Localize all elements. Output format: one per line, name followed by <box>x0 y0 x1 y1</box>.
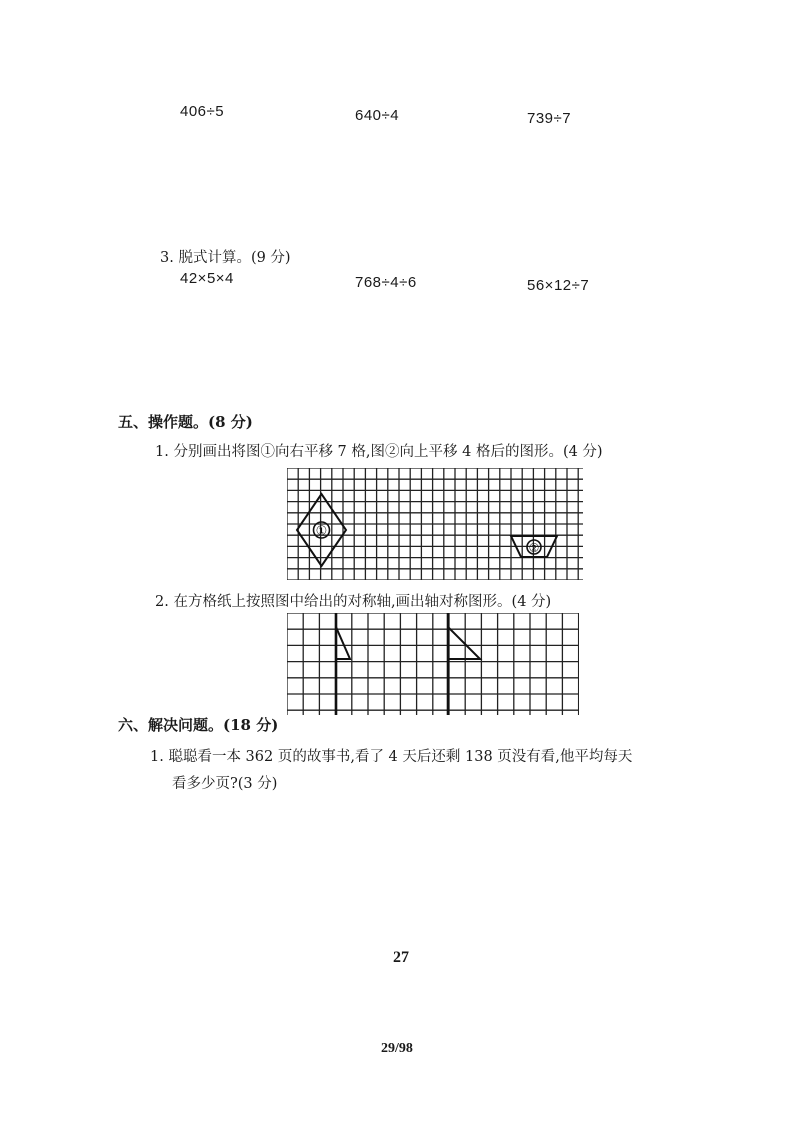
translation-grid-figure <box>287 468 583 580</box>
section5-heading: 五、操作题。(8 分) <box>118 413 253 431</box>
translation-grid-svg <box>287 468 583 580</box>
section6-q1-line2: 看多少页?(3 分) <box>172 776 278 792</box>
half-trapezoid <box>336 627 350 659</box>
section6-q1-line1: 1. 聪聪看一本 362 页的故事书,看了 4 天后还剩 138 页没有看,他平均每天 <box>150 749 633 765</box>
expr-640-div-4: 640÷4 <box>355 107 400 124</box>
section5-q2: 2. 在方格纸上按照图中给出的对称轴,画出轴对称图形。(4 分) <box>155 594 552 610</box>
symmetry-grid-svg <box>287 613 579 715</box>
symmetry-grid-figure <box>287 613 579 715</box>
expr-406-div-5: 406÷5 <box>180 103 225 120</box>
page-number: 27 <box>393 949 409 966</box>
section5-q1: 1. 分别画出将图①向右平移 7 格,图②向上平移 4 格后的图形。(4 分) <box>155 444 603 460</box>
expr-42x5x4: 42×5×4 <box>180 270 234 287</box>
section6-heading: 六、解决问题。(18 分) <box>118 716 279 734</box>
q3-heading: 3. 脱式计算。(9 分) <box>160 250 291 266</box>
expr-56x12-div-7: 56×12÷7 <box>527 277 590 294</box>
expr-768-div-4-div-6: 768÷4÷6 <box>355 274 417 291</box>
half-triangle <box>448 627 480 659</box>
figure-2-label: ② <box>528 541 540 555</box>
expr-739-div-7: 739÷7 <box>527 110 572 127</box>
page-counter: 29/98 <box>381 1041 413 1056</box>
figure-1-label: ① <box>315 524 328 539</box>
